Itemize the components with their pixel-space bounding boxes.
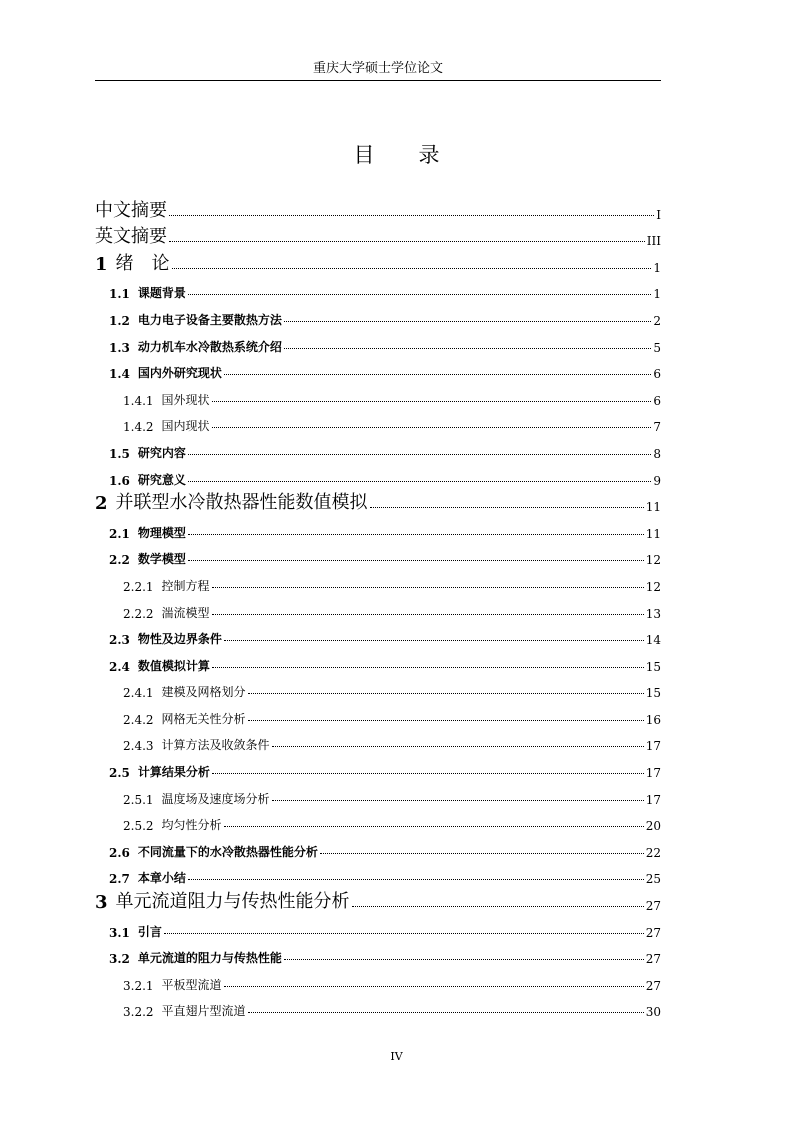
toc-entry-number: 3.2: [109, 952, 130, 967]
toc-entry-page: 5: [653, 340, 661, 355]
toc-entry[interactable]: [95, 514, 661, 541]
toc-entry-number: 2: [95, 493, 108, 515]
toc-entry[interactable]: [95, 195, 661, 222]
toc-entry-label: 建模及网格划分: [161, 685, 246, 700]
toc-dot-leader: [224, 373, 651, 375]
toc-dot-leader: [169, 214, 654, 216]
toc-entry-label: 平板型流道: [161, 977, 222, 992]
toc-entry-number: 2.2: [109, 553, 130, 568]
toc-entry-label: 研究内容: [137, 445, 186, 460]
toc-entry[interactable]: [95, 886, 661, 913]
toc-entry[interactable]: [95, 541, 661, 568]
toc-entry-label: 网格无关性分析: [161, 711, 246, 726]
toc-entry[interactable]: [95, 488, 661, 515]
toc-entry-page: 6: [653, 367, 661, 382]
toc-entry-number: 2.2.1: [123, 579, 154, 594]
toc-entry[interactable]: [95, 780, 661, 807]
toc-entry-label: 国内现状: [161, 419, 210, 434]
toc-entry[interactable]: [95, 807, 661, 834]
toc-entry-number: 2.6: [109, 845, 130, 860]
running-header: 重庆大学硕士学位论文: [95, 58, 661, 81]
toc-entry-label: 本章小结: [137, 871, 186, 886]
toc-entry[interactable]: [95, 381, 661, 408]
toc-entry-page: 14: [645, 633, 661, 648]
toc-dot-leader: [188, 293, 651, 295]
toc-entry-label: 平直翅片型流道: [161, 1004, 246, 1019]
toc-dot-leader: [352, 905, 644, 907]
toc-dot-leader: [224, 985, 644, 987]
toc-entry-number: 2.4.3: [123, 739, 154, 754]
toc-entry-page: 27: [645, 978, 661, 993]
toc-dot-leader: [188, 878, 644, 880]
toc-dot-leader: [224, 825, 644, 827]
toc-entry-page: 15: [645, 659, 661, 674]
toc-dot-leader: [164, 932, 644, 934]
page-title: 目录: [353, 143, 484, 167]
toc-entry[interactable]: [95, 301, 661, 328]
toc-entry[interactable]: [95, 621, 661, 648]
toc-entry-number: 2.7: [109, 872, 130, 887]
toc-entry[interactable]: [95, 594, 661, 621]
toc-dot-leader: [212, 666, 644, 668]
toc-entry[interactable]: [95, 275, 661, 302]
toc-entry-label: 控制方程: [161, 578, 210, 593]
toc-entry-page: 30: [645, 1005, 661, 1020]
toc-entry-number: 3: [95, 892, 108, 914]
toc-entry-page: 12: [645, 553, 661, 568]
toc-entry-page: 1: [653, 260, 661, 275]
toc-dot-leader: [284, 347, 651, 349]
toc-entry-page: 1: [653, 287, 661, 302]
toc-entry-label: 温度场及速度场分析: [161, 791, 270, 806]
page-number: IV: [390, 1050, 403, 1063]
toc-entry[interactable]: [95, 860, 661, 887]
toc-entry-page: 27: [645, 899, 661, 914]
toc-entry-label: 物性及边界条件: [137, 632, 222, 647]
toc-entry-label: 绪 论: [115, 252, 170, 274]
toc-entry-page: 17: [645, 739, 661, 754]
toc-entry-label: 单元流道的阻力与传热性能: [137, 951, 282, 966]
toc-entry-page: 17: [645, 766, 661, 781]
toc-entry-page: 9: [653, 473, 661, 488]
toc-entry[interactable]: [95, 966, 661, 993]
toc-entry[interactable]: [95, 993, 661, 1020]
toc-entry-label: 湍流模型: [161, 605, 210, 620]
toc-dot-leader: [248, 719, 644, 721]
toc-entry-label: 课题背景: [137, 286, 186, 301]
table-of-contents: [95, 195, 661, 1019]
toc-dot-leader: [248, 692, 644, 694]
toc-entry[interactable]: [95, 328, 661, 355]
toc-entry-page: 25: [645, 872, 661, 887]
toc-entry-page: 2: [653, 313, 661, 328]
toc-entry-page: 17: [645, 792, 661, 807]
toc-entry-label: 动力机车水冷散热系统介绍: [137, 339, 282, 354]
toc-entry-page: 12: [645, 579, 661, 594]
toc-entry-number: 1.4.1: [123, 393, 154, 408]
toc-entry-number: 1.6: [109, 473, 130, 488]
toc-entry[interactable]: [95, 674, 661, 701]
toc-entry[interactable]: [95, 567, 661, 594]
toc-dot-leader: [320, 852, 644, 854]
toc-entry-number: 2.4.2: [123, 712, 154, 727]
toc-entry-number: 1.4.2: [123, 420, 154, 435]
toc-entry[interactable]: [95, 248, 661, 275]
toc-entry-number: 1.4: [109, 367, 130, 382]
toc-entry-number: 2.1: [109, 526, 130, 541]
toc-entry-number: 2.4.1: [123, 686, 154, 701]
toc-entry-label: 均匀性分析: [161, 818, 222, 833]
toc-entry-label: 英文摘要: [95, 226, 167, 248]
toc-entry-label: 计算方法及收敛条件: [161, 738, 270, 753]
toc-dot-leader: [212, 772, 644, 774]
toc-entry-number: 2.5.1: [123, 792, 154, 807]
toc-entry[interactable]: [95, 647, 661, 674]
toc-dot-leader: [169, 240, 645, 242]
toc-entry-label: 物理模型: [137, 525, 186, 540]
toc-dot-leader: [212, 400, 652, 402]
toc-entry-label: 国外现状: [161, 392, 210, 407]
toc-dot-leader: [272, 745, 644, 747]
toc-entry-number: 1.2: [109, 313, 130, 328]
toc-entry-page: 27: [645, 952, 661, 967]
toc-entry-number: 1.5: [109, 446, 130, 461]
toc-dot-leader: [188, 533, 644, 535]
toc-entry-page: 6: [653, 393, 661, 408]
toc-entry-number: 2.5: [109, 766, 130, 781]
toc-entry-page: III: [646, 234, 661, 249]
toc-entry-number: 2.4: [109, 659, 130, 674]
toc-entry-page: 11: [645, 500, 661, 515]
toc-entry[interactable]: [95, 753, 661, 780]
toc-entry-label: 中文摘要: [95, 199, 167, 221]
toc-dot-leader: [188, 559, 644, 561]
toc-entry-page: 15: [645, 686, 661, 701]
toc-dot-leader: [172, 267, 652, 269]
toc-dot-leader: [188, 480, 651, 482]
toc-entry[interactable]: [95, 727, 661, 754]
toc-entry[interactable]: [95, 913, 661, 940]
toc-entry[interactable]: [95, 940, 661, 967]
toc-entry-label: 电力电子设备主要散热方法: [137, 312, 282, 327]
toc-entry-label: 数值模拟计算: [137, 658, 210, 673]
toc-entry[interactable]: [95, 408, 661, 435]
toc-entry-label: 数学模型: [137, 552, 186, 567]
toc-entry-page: 16: [645, 712, 661, 727]
toc-entry-page: I: [656, 207, 661, 222]
toc-entry-page: 8: [653, 446, 661, 461]
toc-entry-number: 1.3: [109, 340, 130, 355]
toc-dot-leader: [224, 639, 644, 641]
toc-dot-leader: [248, 1011, 644, 1013]
toc-dot-leader: [212, 613, 644, 615]
toc-entry[interactable]: [95, 355, 661, 382]
toc-entry-label: 研究意义: [137, 472, 186, 487]
toc-entry-label: 并联型水冷散热器性能数值模拟: [115, 492, 368, 514]
toc-dot-leader: [284, 958, 644, 960]
toc-dot-leader: [212, 426, 652, 428]
toc-entry-number: 2.5.2: [123, 819, 154, 834]
toc-dot-leader: [284, 320, 651, 322]
toc-dot-leader: [272, 799, 644, 801]
toc-dot-leader: [370, 506, 644, 508]
toc-entry-page: 7: [653, 420, 661, 435]
toc-entry-label: 引言: [137, 924, 162, 939]
toc-entry[interactable]: [95, 461, 661, 488]
toc-entry-page: 11: [645, 526, 661, 541]
toc-entry-number: 2.2.2: [123, 606, 154, 621]
toc-entry-number: 3.1: [109, 925, 130, 940]
toc-entry-number: 2.3: [109, 633, 130, 648]
toc-entry-page: 27: [645, 925, 661, 940]
toc-entry-label: 单元流道阻力与传热性能分析: [115, 891, 350, 913]
toc-dot-leader: [188, 453, 651, 455]
toc-entry-number: 3.2.1: [123, 978, 154, 993]
toc-entry[interactable]: [95, 700, 661, 727]
toc-entry-number: 1: [95, 253, 108, 275]
toc-dot-leader: [212, 586, 644, 588]
toc-entry[interactable]: [95, 434, 661, 461]
toc-entry-page: 22: [645, 845, 661, 860]
toc-entry-label: 国内外研究现状: [137, 366, 222, 381]
toc-entry-page: 20: [645, 819, 661, 834]
toc-entry-label: 不同流量下的水冷散热器性能分析: [137, 844, 318, 859]
toc-entry-number: 1.1: [109, 287, 130, 302]
toc-entry-number: 3.2.2: [123, 1005, 154, 1020]
toc-entry[interactable]: [95, 833, 661, 860]
toc-entry-page: 13: [645, 606, 661, 621]
toc-entry-label: 计算结果分析: [137, 765, 210, 780]
toc-entry[interactable]: [95, 222, 661, 249]
